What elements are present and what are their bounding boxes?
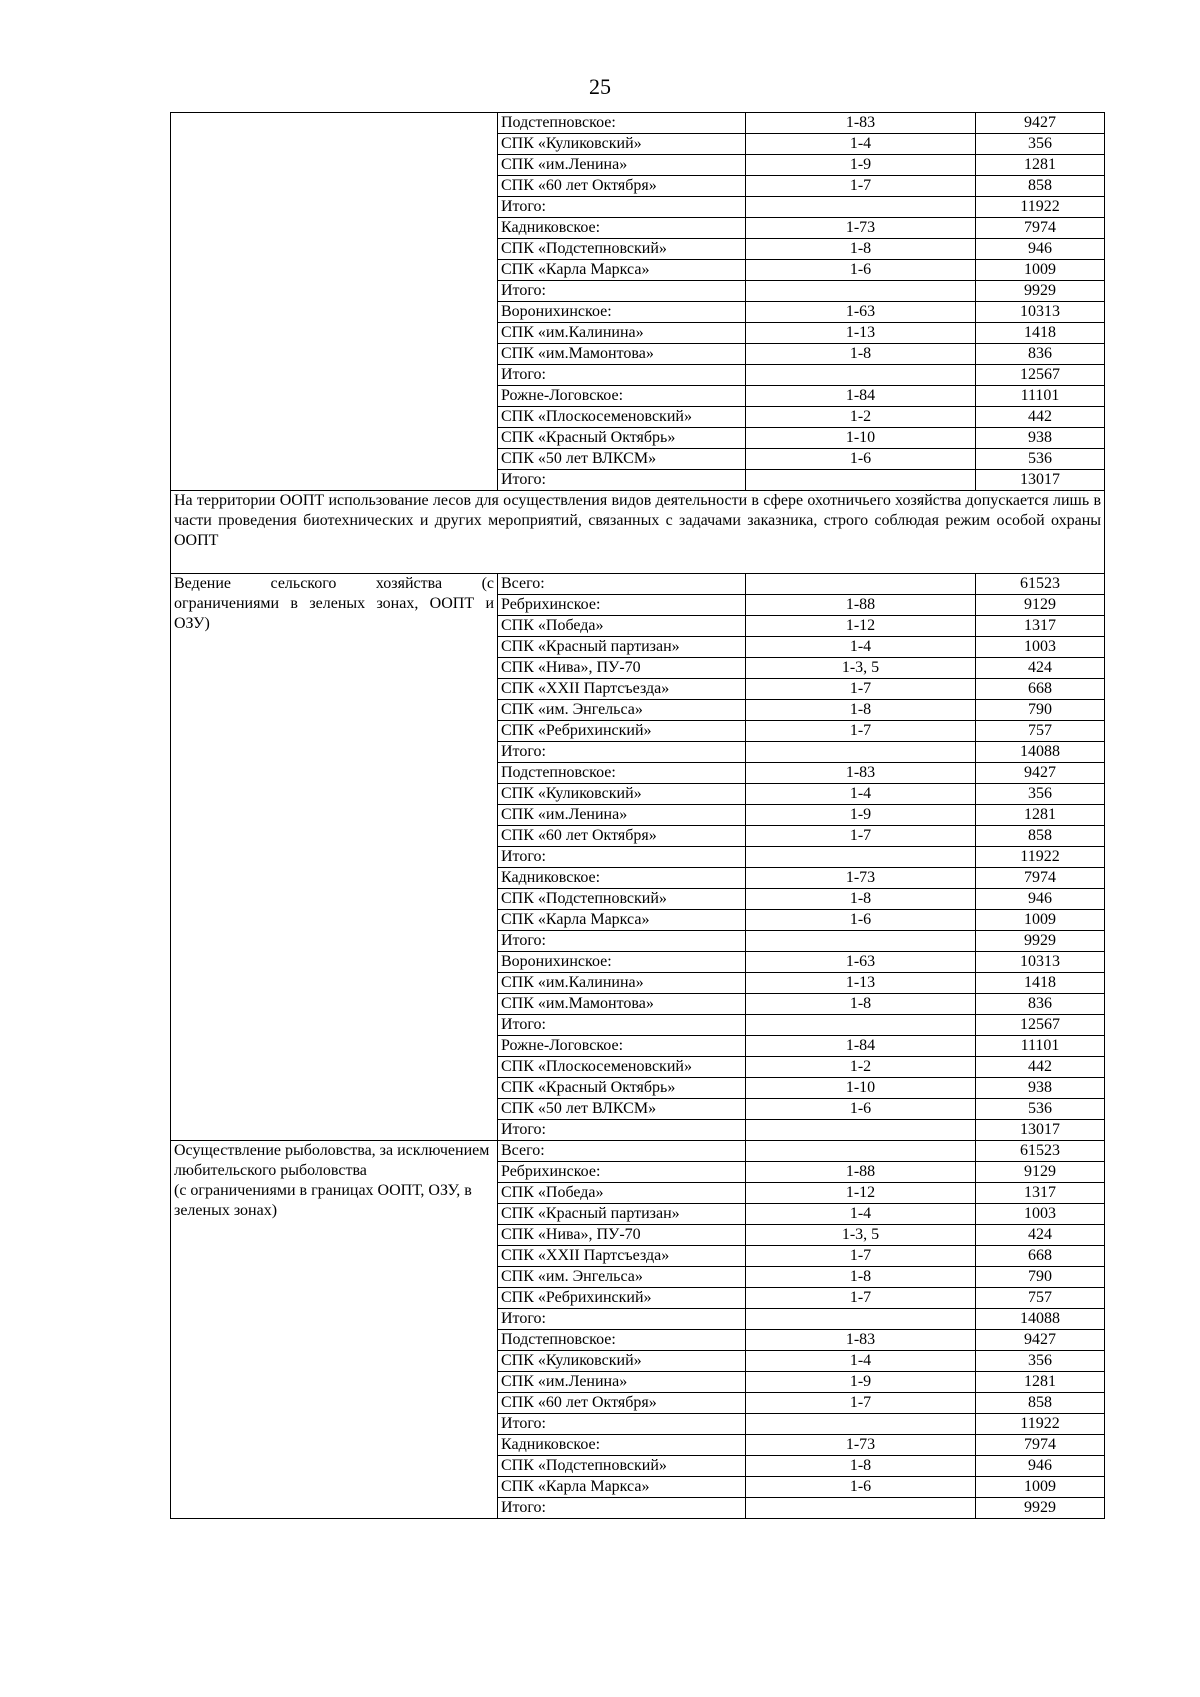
row-label: СПК «Нива», ПУ-70: [498, 1225, 746, 1246]
quarter-numbers: 1-8: [746, 1456, 976, 1477]
area-value: 946: [976, 239, 1105, 260]
quarter-numbers: 1-7: [746, 679, 976, 700]
activity-cell: Осуществление рыболовства, за исключением любительского рыболовства (с ограничениями в границах ООПТ, ОЗУ, в зеленых зонах): [171, 1141, 498, 1519]
row-label: СПК «Нива», ПУ-70: [498, 658, 746, 679]
row-label: Итого:: [498, 365, 746, 386]
area-value: 536: [976, 449, 1105, 470]
area-value: 946: [976, 1456, 1105, 1477]
area-value: 938: [976, 428, 1105, 449]
quarter-numbers: 1-13: [746, 323, 976, 344]
quarter-numbers: 1-9: [746, 1372, 976, 1393]
quarter-numbers: 1-73: [746, 868, 976, 889]
quarter-numbers: 1-6: [746, 1099, 976, 1120]
row-label: СПК «Красный Октябрь»: [498, 428, 746, 449]
quarter-numbers: 1-7: [746, 1288, 976, 1309]
row-label: Всего:: [498, 1141, 746, 1162]
row-label: СПК «Красный Октябрь»: [498, 1078, 746, 1099]
row-label: СПК «Ребрихинский»: [498, 721, 746, 742]
area-value: 10313: [976, 952, 1105, 973]
quarter-numbers: 1-10: [746, 1078, 976, 1099]
area-value: 1003: [976, 1204, 1105, 1225]
area-value: 1281: [976, 805, 1105, 826]
area-value: 668: [976, 679, 1105, 700]
area-value: 61523: [976, 1141, 1105, 1162]
area-value: 9929: [976, 281, 1105, 302]
area-value: 1281: [976, 1372, 1105, 1393]
area-value: 1009: [976, 260, 1105, 281]
area-value: 1009: [976, 1477, 1105, 1498]
quarter-numbers: 1-4: [746, 1351, 976, 1372]
quarter-numbers: 1-8: [746, 994, 976, 1015]
row-label: СПК «Победа»: [498, 616, 746, 637]
area-value: 946: [976, 889, 1105, 910]
quarter-numbers: 1-63: [746, 302, 976, 323]
table-row: [171, 113, 1105, 134]
area-value: 9929: [976, 1498, 1105, 1519]
row-label: СПК «им.Мамонтова»: [498, 344, 746, 365]
row-label: СПК «Плоскосеменовский»: [498, 1057, 746, 1078]
area-value: 11922: [976, 1414, 1105, 1435]
section-note: На территории ООПТ использование лесов для осуществления видов деятельности в сфере охотничьего хозяйства допускается лишь в части проведения биотехнических и других мероприятий, связанных с задачами заказника, строго соблюдая режим особой охраны ООПТ: [171, 491, 1105, 574]
area-value: 7974: [976, 1435, 1105, 1456]
row-label: СПК «Подстепновский»: [498, 889, 746, 910]
quarter-numbers: [746, 365, 976, 386]
quarter-numbers: 1-8: [746, 700, 976, 721]
quarter-numbers: [746, 1498, 976, 1519]
row-label: СПК «им. Энгельса»: [498, 1267, 746, 1288]
quarter-numbers: 1-7: [746, 1246, 976, 1267]
quarter-numbers: 1-88: [746, 595, 976, 616]
area-value: 11922: [976, 197, 1105, 218]
quarter-numbers: 1-9: [746, 805, 976, 826]
table-body: [171, 113, 1105, 1519]
quarter-numbers: 1-7: [746, 721, 976, 742]
row-label: Рожне-Логовское:: [498, 386, 746, 407]
row-label: СПК «Куликовский»: [498, 784, 746, 805]
quarter-numbers: [746, 742, 976, 763]
area-value: 9427: [976, 1330, 1105, 1351]
quarter-numbers: 1-8: [746, 1267, 976, 1288]
row-label: СПК «Красный партизан»: [498, 1204, 746, 1225]
row-label: Итого:: [498, 931, 746, 952]
quarter-numbers: [746, 574, 976, 595]
area-value: 11922: [976, 847, 1105, 868]
row-label: СПК «им.Ленина»: [498, 1372, 746, 1393]
area-value: 424: [976, 1225, 1105, 1246]
row-label: Подстепновское:: [498, 1330, 746, 1351]
row-label: Всего:: [498, 574, 746, 595]
area-value: 836: [976, 344, 1105, 365]
row-label: Итого:: [498, 197, 746, 218]
row-label: СПК «им. Энгельса»: [498, 700, 746, 721]
area-value: 11101: [976, 386, 1105, 407]
area-value: 14088: [976, 742, 1105, 763]
area-value: 9929: [976, 931, 1105, 952]
quarter-numbers: 1-6: [746, 260, 976, 281]
row-label: Итого:: [498, 1309, 746, 1330]
quarter-numbers: 1-4: [746, 784, 976, 805]
quarter-numbers: [746, 470, 976, 491]
quarter-numbers: 1-4: [746, 637, 976, 658]
row-label: СПК «50 лет ВЛКСМ»: [498, 1099, 746, 1120]
quarter-numbers: 1-7: [746, 1393, 976, 1414]
row-label: СПК «60 лет Октября»: [498, 1393, 746, 1414]
quarter-numbers: 1-8: [746, 344, 976, 365]
quarter-numbers: 1-63: [746, 952, 976, 973]
row-label: Итого:: [498, 1414, 746, 1435]
quarter-numbers: [746, 1141, 976, 1162]
row-label: Кадниковское:: [498, 218, 746, 239]
area-value: 790: [976, 700, 1105, 721]
area-value: 12567: [976, 365, 1105, 386]
area-value: 356: [976, 1351, 1105, 1372]
activity-cell: [171, 113, 498, 491]
area-value: 858: [976, 176, 1105, 197]
area-value: 424: [976, 658, 1105, 679]
area-value: 858: [976, 1393, 1105, 1414]
area-value: 1009: [976, 910, 1105, 931]
row-label: Подстепновское:: [498, 763, 746, 784]
area-value: 9427: [976, 763, 1105, 784]
row-label: СПК «Подстепновский»: [498, 239, 746, 260]
quarter-numbers: 1-12: [746, 616, 976, 637]
row-label: СПК «Карла Маркса»: [498, 910, 746, 931]
quarter-numbers: 1-8: [746, 239, 976, 260]
quarter-numbers: 1-2: [746, 1057, 976, 1078]
area-value: 356: [976, 134, 1105, 155]
area-value: 7974: [976, 218, 1105, 239]
quarter-numbers: 1-7: [746, 826, 976, 847]
quarter-numbers: 1-3, 5: [746, 658, 976, 679]
area-value: 858: [976, 826, 1105, 847]
area-value: 10313: [976, 302, 1105, 323]
quarter-numbers: 1-6: [746, 910, 976, 931]
quarter-numbers: [746, 1120, 976, 1141]
area-value: 13017: [976, 470, 1105, 491]
table-row: [171, 574, 1105, 595]
quarter-numbers: [746, 197, 976, 218]
row-label: Подстепновское:: [498, 113, 746, 134]
row-label: СПК «им.Ленина»: [498, 805, 746, 826]
row-label: Рожне-Логовское:: [498, 1036, 746, 1057]
quarter-numbers: 1-83: [746, 763, 976, 784]
row-label: СПК «60 лет Октября»: [498, 826, 746, 847]
row-label: Ребрихинское:: [498, 595, 746, 616]
quarter-numbers: 1-9: [746, 155, 976, 176]
quarter-numbers: 1-88: [746, 1162, 976, 1183]
quarter-numbers: [746, 931, 976, 952]
row-label: Итого:: [498, 1120, 746, 1141]
area-value: 9427: [976, 113, 1105, 134]
row-label: Итого:: [498, 1498, 746, 1519]
quarter-numbers: 1-6: [746, 1477, 976, 1498]
quarter-numbers: 1-13: [746, 973, 976, 994]
area-value: 12567: [976, 1015, 1105, 1036]
quarter-numbers: 1-8: [746, 889, 976, 910]
row-label: Воронихинское:: [498, 302, 746, 323]
area-value: 442: [976, 407, 1105, 428]
quarter-numbers: [746, 847, 976, 868]
area-value: 757: [976, 721, 1105, 742]
forest-use-table: [170, 112, 1105, 1519]
area-value: 1003: [976, 637, 1105, 658]
quarter-numbers: [746, 1309, 976, 1330]
quarter-numbers: 1-73: [746, 218, 976, 239]
row-label: Итого:: [498, 281, 746, 302]
quarter-numbers: 1-7: [746, 176, 976, 197]
quarter-numbers: [746, 1015, 976, 1036]
area-value: 14088: [976, 1309, 1105, 1330]
row-label: СПК «Плоскосеменовский»: [498, 407, 746, 428]
area-value: 11101: [976, 1036, 1105, 1057]
area-value: 1418: [976, 973, 1105, 994]
quarter-numbers: [746, 281, 976, 302]
quarter-numbers: [746, 1414, 976, 1435]
quarter-numbers: 1-83: [746, 113, 976, 134]
row-label: СПК «им.Калинина»: [498, 323, 746, 344]
row-label: Итого:: [498, 847, 746, 868]
quarter-numbers: 1-6: [746, 449, 976, 470]
area-value: 1317: [976, 616, 1105, 637]
row-label: Итого:: [498, 1015, 746, 1036]
area-value: 757: [976, 1288, 1105, 1309]
row-label: СПК «Ребрихинский»: [498, 1288, 746, 1309]
row-label: Кадниковское:: [498, 1435, 746, 1456]
area-value: 9129: [976, 1162, 1105, 1183]
row-label: СПК «Подстепновский»: [498, 1456, 746, 1477]
area-value: 7974: [976, 868, 1105, 889]
area-value: 9129: [976, 595, 1105, 616]
area-value: 61523: [976, 574, 1105, 595]
row-label: СПК «60 лет Октября»: [498, 176, 746, 197]
row-label: СПК «Карла Маркса»: [498, 1477, 746, 1498]
row-label: СПК «им.Калинина»: [498, 973, 746, 994]
quarter-numbers: 1-73: [746, 1435, 976, 1456]
row-label: СПК «им.Ленина»: [498, 155, 746, 176]
quarter-numbers: 1-3, 5: [746, 1225, 976, 1246]
row-label: СПК «Карла Маркса»: [498, 260, 746, 281]
table-row: [171, 1141, 1105, 1162]
row-label: Кадниковское:: [498, 868, 746, 889]
quarter-numbers: 1-4: [746, 134, 976, 155]
quarter-numbers: 1-2: [746, 407, 976, 428]
quarter-numbers: 1-84: [746, 1036, 976, 1057]
page-number: 25: [589, 74, 611, 99]
row-label: СПК «XXII Партсъезда»: [498, 1246, 746, 1267]
note-row: [171, 491, 1105, 574]
area-value: 938: [976, 1078, 1105, 1099]
row-label: Ребрихинское:: [498, 1162, 746, 1183]
quarter-numbers: 1-83: [746, 1330, 976, 1351]
row-label: СПК «50 лет ВЛКСМ»: [498, 449, 746, 470]
activity-cell: Ведение сельского хозяйства (с ограничениями в зеленых зонах, ООПТ и ОЗУ): [171, 574, 498, 1141]
row-label: СПК «Красный партизан»: [498, 637, 746, 658]
row-label: Воронихинское:: [498, 952, 746, 973]
quarter-numbers: 1-4: [746, 1204, 976, 1225]
area-value: 536: [976, 1099, 1105, 1120]
row-label: СПК «XXII Партсъезда»: [498, 679, 746, 700]
area-value: 442: [976, 1057, 1105, 1078]
area-value: 668: [976, 1246, 1105, 1267]
area-value: 836: [976, 994, 1105, 1015]
area-value: 790: [976, 1267, 1105, 1288]
area-value: 356: [976, 784, 1105, 805]
row-label: СПК «Победа»: [498, 1183, 746, 1204]
area-value: 1418: [976, 323, 1105, 344]
row-label: СПК «Куликовский»: [498, 134, 746, 155]
row-label: СПК «им.Мамонтова»: [498, 994, 746, 1015]
row-label: СПК «Куликовский»: [498, 1351, 746, 1372]
quarter-numbers: 1-12: [746, 1183, 976, 1204]
quarter-numbers: 1-84: [746, 386, 976, 407]
area-value: 1317: [976, 1183, 1105, 1204]
row-label: Итого:: [498, 742, 746, 763]
area-value: 1281: [976, 155, 1105, 176]
area-value: 13017: [976, 1120, 1105, 1141]
quarter-numbers: 1-10: [746, 428, 976, 449]
row-label: Итого:: [498, 470, 746, 491]
